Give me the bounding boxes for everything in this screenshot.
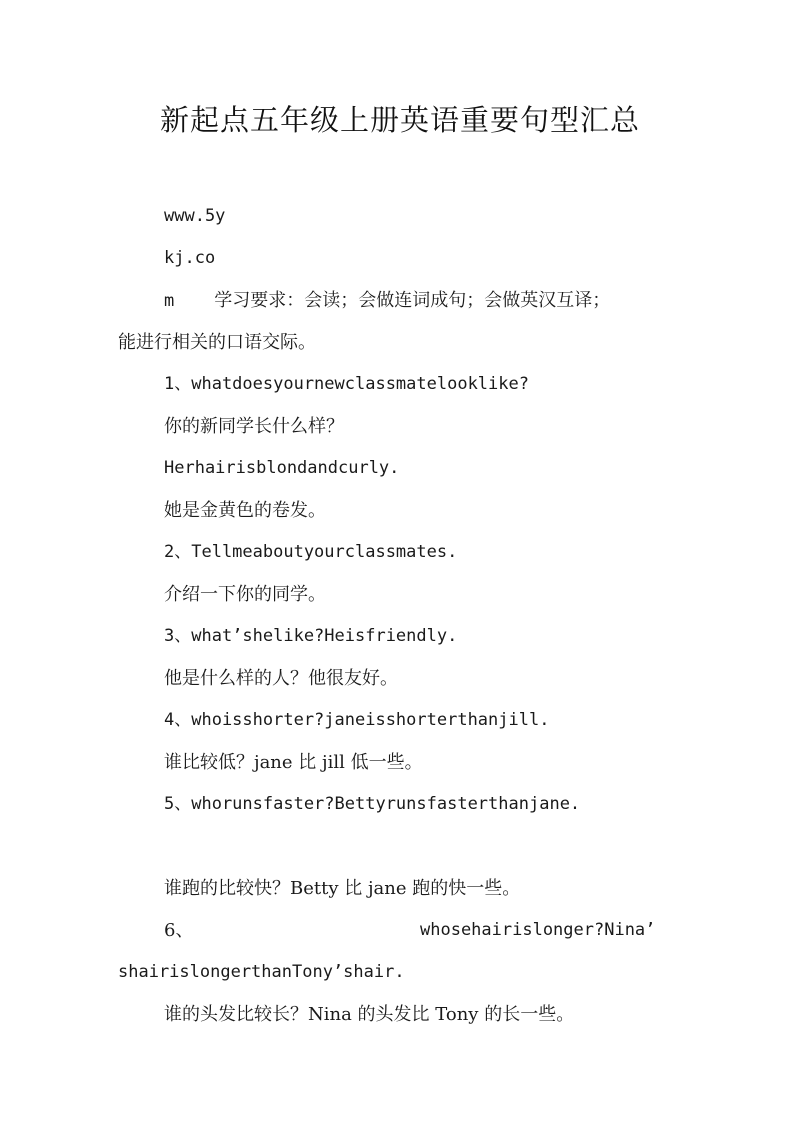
text-line-url-part-1: www.5y xyxy=(164,206,226,226)
sentence-1-chinese: 你的新同学长什么样？ xyxy=(164,416,344,437)
sentence-1-answer-english: Herhairisblondandcurly. xyxy=(164,458,400,478)
sentence-4-chinese: 谁比较低？jane 比 jill 低一些。 xyxy=(164,752,423,773)
text-line-requirements xyxy=(164,292,610,310)
sentence-2-english: 2、Tellmeaboutyourclassmates. xyxy=(164,542,458,562)
document-title: 新起点五年级上册英语重要句型汇总 xyxy=(159,103,640,137)
sentence-3-chinese: 他是什么样的人？他很友好。 xyxy=(164,668,398,689)
sentence-2-chinese: 介绍一下你的同学。 xyxy=(164,584,326,605)
text-line-url-part-2: kj.co xyxy=(164,248,216,268)
sentence-1-answer-chinese: 她是金黄色的卷发。 xyxy=(164,500,326,521)
sentence-4-english: 4、whoisshorter?janeisshorterthanjill. xyxy=(164,710,550,730)
text-line-requirements-cont: 能进行相关的口语交际。 xyxy=(118,332,316,353)
sentence-3-english: 3、what’shelike?Heisfriendly. xyxy=(164,626,458,646)
sentence-5-chinese: 谁跑的比较快？Betty 比 jane 跑的快一些。 xyxy=(164,878,521,899)
sentence-6-number: 6、 xyxy=(164,920,194,941)
sentence-5-english: 5、whorunsfaster?Bettyrunsfasterthanjane. xyxy=(164,794,581,814)
sentence-1-english: 1、whatdoesyournewclassmatelooklike? xyxy=(164,374,529,394)
sentence-6-chinese: 谁的头发比较长？Nina 的头发比 Tony 的长一些。 xyxy=(164,1004,575,1025)
requirements-text: 学习要求：会读；会做连词成句；会做英汉互译； xyxy=(214,290,611,311)
url-part-3: m xyxy=(164,291,175,311)
sentence-6-english-part-1: whosehairislonger?Nina’ xyxy=(420,920,656,940)
sentence-6-english-part-2: shairislongerthanTony’shair. xyxy=(118,962,405,982)
